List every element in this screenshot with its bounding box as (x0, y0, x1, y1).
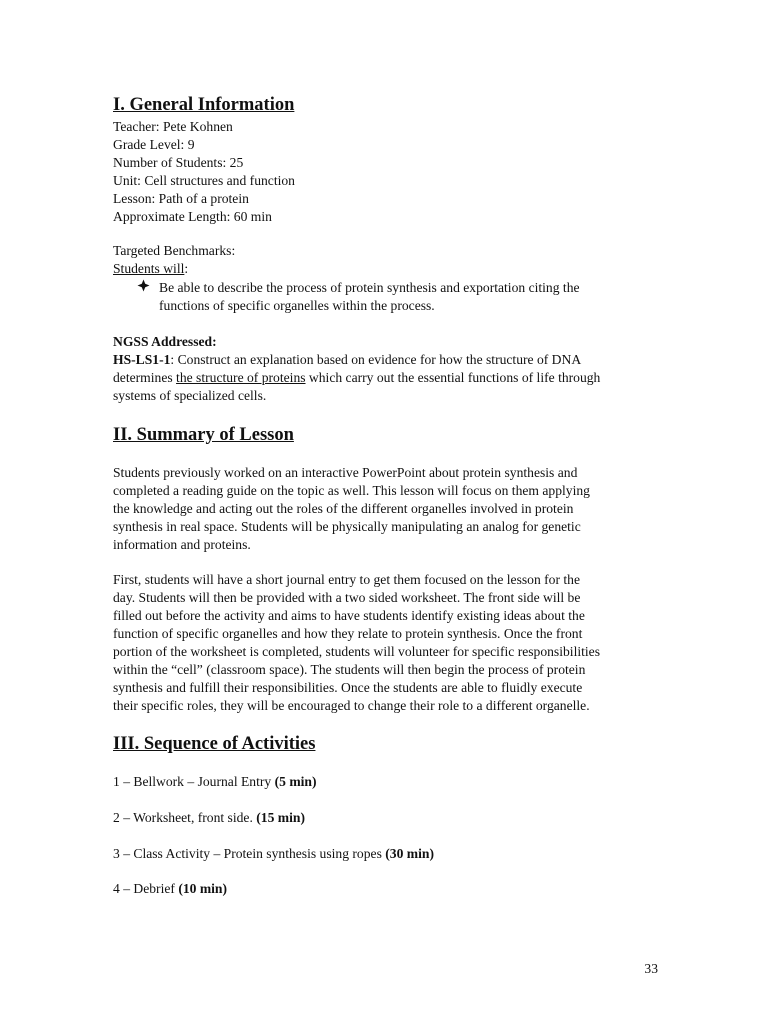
page-number: 33 (644, 961, 658, 976)
summary-p2-line: portion of the worksheet is completed, students will volunteer for specific responsibilities (113, 644, 601, 659)
activity-time: (10 min) (178, 881, 228, 896)
summary-p1-line: Students previously worked on an interactive PowerPoint about protein synthesis and (113, 465, 578, 480)
activity-item-4 (113, 880, 227, 898)
summary-p2-line: their specific roles, they will be encouraged to change their role to a different organelle. (113, 698, 590, 713)
activity-item-3 (113, 845, 434, 863)
summary-p2-line: day. Students will then be provided with a two sided worksheet. The front side will be (113, 590, 581, 605)
summary-p2-line: within the “cell” (classroom space). The students will then begin the process of protein (113, 662, 586, 677)
students-will-label (113, 260, 658, 278)
benchmark-bullet-line: Be able to describe the process of protein synthesis and exportation citing the (159, 280, 580, 295)
students-will-colon: : (184, 261, 189, 276)
activity-time: (30 min) (385, 846, 434, 861)
ngss-line-2-pre: determines (113, 370, 177, 385)
activity-time: (5 min) (274, 774, 317, 789)
ngss-line-3: systems of specialized cells. (113, 388, 267, 403)
teacher-line: Teacher: Pete Kohnen (113, 119, 233, 134)
activity-time: (15 min) (256, 810, 305, 825)
section-heading-general-information: I. General Information (113, 95, 295, 115)
targeted-benchmarks (113, 242, 658, 278)
summary-p2-line: function of specific organelles and how they relate to protein synthesis. Once the front (113, 626, 583, 641)
diamond-bullet-icon (137, 279, 150, 297)
unit-line: Unit: Cell structures and function (113, 173, 295, 188)
section-heading-summary: II. Summary of Lesson (113, 425, 294, 445)
ngss-line-2-post: which carry out the essential functions of life through (305, 370, 601, 385)
ngss-line-1-text: : Construct an explanation based on evidence for how the structure of DNA (170, 352, 582, 367)
summary-paragraph-2 (113, 571, 658, 715)
benchmark-bullet-text (159, 279, 658, 315)
length-line: Approximate Length: 60 min (113, 209, 272, 224)
activity-item-2 (113, 809, 305, 827)
ngss-label: NGSS Addressed: (113, 334, 217, 349)
summary-p2-line: synthesis and fulfill their responsibilities. Once the students are able to fluidly execute (113, 680, 583, 695)
activity-text: 4 – Debrief (113, 881, 179, 896)
general-info-list (113, 118, 658, 226)
summary-p2-line: filled out before the activity and aims to have students identify existing ideas about the (113, 608, 585, 623)
ngss-line-2-underlined: the structure of proteins (176, 370, 306, 385)
activity-text: 2 – Worksheet, front side. (113, 810, 257, 825)
activity-item-1 (113, 773, 317, 791)
summary-p1-line: synthesis in real space. Students will be physically manipulating an analog for genetic (113, 519, 581, 534)
summary-paragraph-1 (113, 464, 658, 554)
summary-p1-line: information and proteins. (113, 537, 251, 552)
section-heading-sequence: III. Sequence of Activities (113, 734, 316, 754)
ngss-line-1 (113, 351, 658, 369)
summary-p2-line: First, students will have a short journal entry to get them focused on the lesson for the (113, 572, 581, 587)
ngss-code: HS-LS1-1 (113, 352, 171, 367)
lesson-line: Lesson: Path of a protein (113, 191, 249, 206)
grade-level-line: Grade Level: 9 (113, 137, 195, 152)
activity-text: 3 – Class Activity – Protein synthesis using ropes (113, 846, 386, 861)
document-page (113, 0, 658, 1024)
ngss-line-2 (113, 369, 658, 387)
students-will-text: Students will (113, 261, 185, 276)
summary-p1-line: completed a reading guide on the topic as well. This lesson will focus on them applying (113, 483, 590, 498)
summary-p1-line: the knowledge and acting out the roles of the different organelles involved in protein (113, 501, 574, 516)
benchmark-bullet-line: functions of specific organelles within the process. (159, 298, 435, 313)
activity-text: 1 – Bellwork – Journal Entry (113, 774, 275, 789)
num-students-line: Number of Students: 25 (113, 155, 244, 170)
ngss-section (113, 333, 658, 405)
benchmarks-label: Targeted Benchmarks: (113, 243, 236, 258)
